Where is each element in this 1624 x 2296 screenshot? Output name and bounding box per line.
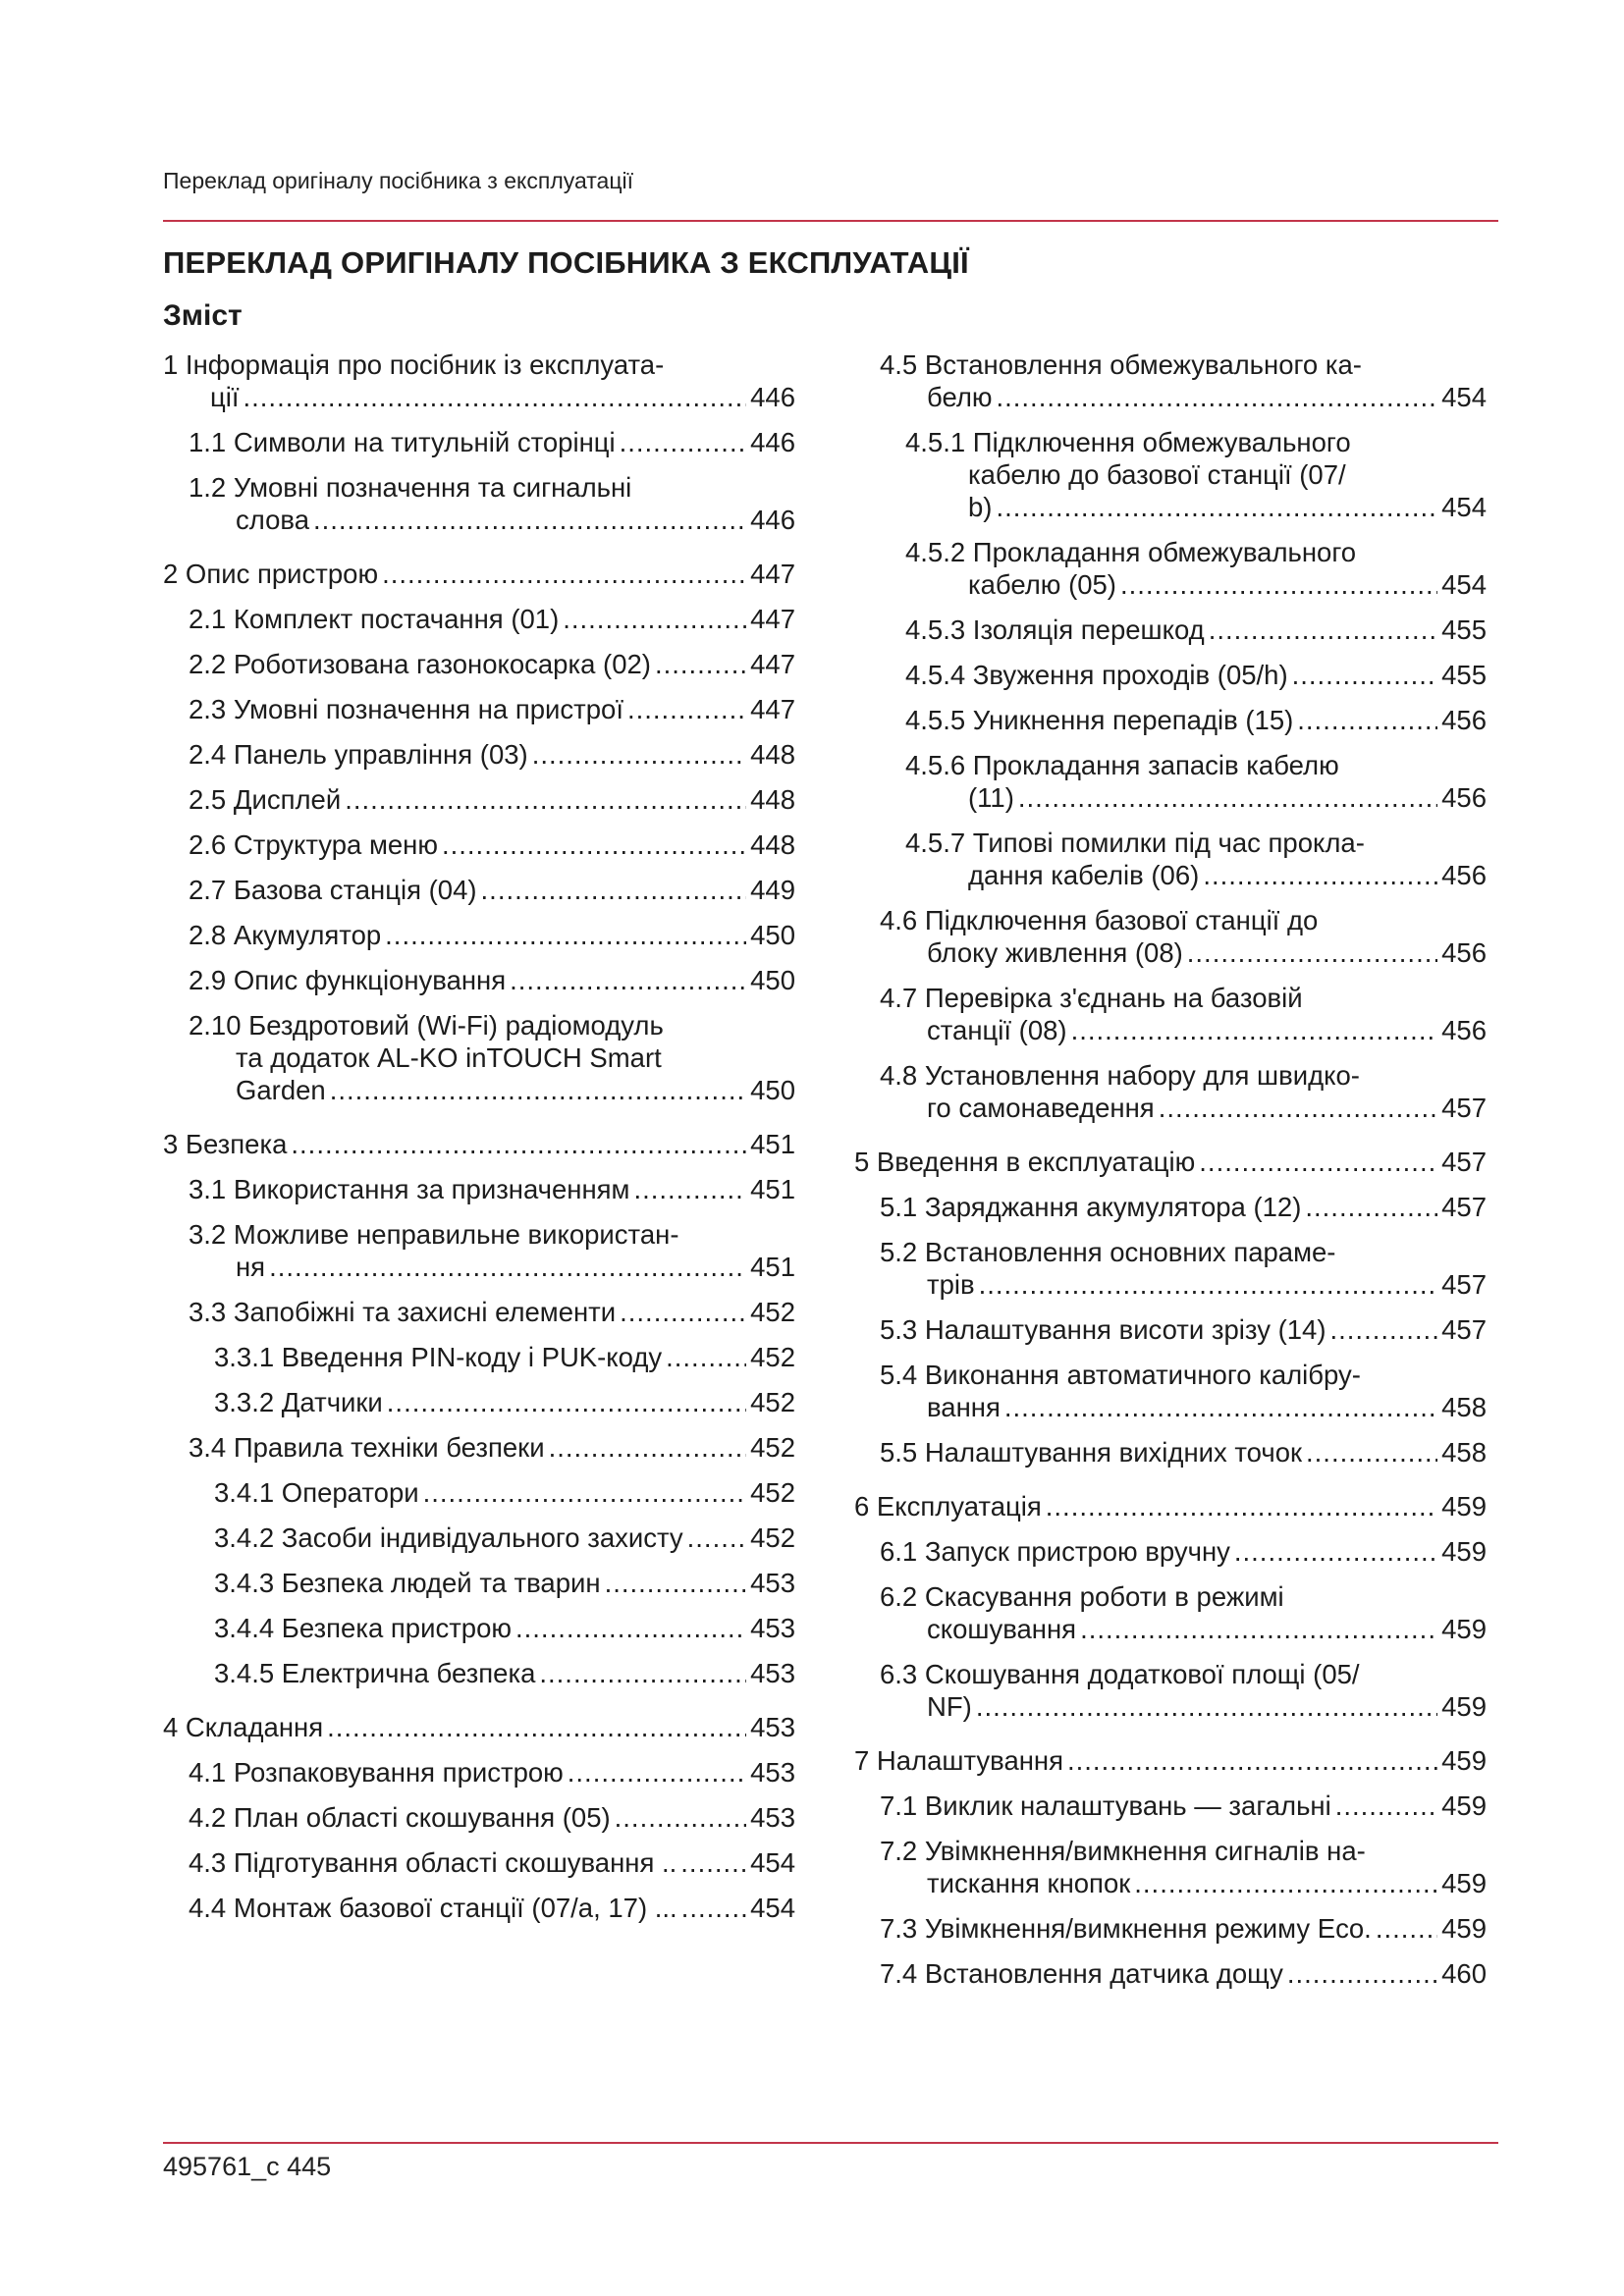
dot-leader (1120, 568, 1437, 601)
toc-page-number: 453 (750, 1757, 795, 1788)
dot-leader (313, 504, 746, 536)
toc-entry[interactable] (880, 1535, 1492, 1568)
toc-entry-title-cont: Garden (236, 1075, 326, 1105)
toc-entry-title-cont: кабелю до базової станції (07/ (968, 459, 1346, 490)
dot-leader (687, 1522, 746, 1554)
toc-entry[interactable] (880, 904, 1492, 969)
toc-entry[interactable] (189, 693, 801, 725)
toc-entry-title: 2.4 Панель управління (03) (189, 739, 528, 770)
toc-page-number: 448 (750, 739, 795, 770)
toc-entry-title-cont: тискання кнопок (927, 1868, 1131, 1898)
dot-leader (1203, 859, 1437, 891)
toc-page-number: 456 (1441, 782, 1487, 813)
footer-divider (163, 2142, 1498, 2144)
dot-leader (382, 558, 746, 590)
toc-left-column (163, 348, 801, 1937)
toc-entry-title-cont: вання (927, 1392, 1001, 1422)
toc-entry[interactable] (905, 426, 1492, 523)
toc-entry[interactable] (189, 1756, 801, 1789)
dot-leader (633, 1173, 746, 1205)
toc-entry-title: 4.6 Підключення базової станції до (880, 905, 1319, 935)
toc-entry[interactable] (189, 1846, 801, 1879)
toc-page-number: 459 (1441, 1913, 1487, 1944)
dot-leader (385, 919, 746, 951)
toc-entry-title: 5 Введення в експлуатацію (854, 1147, 1196, 1177)
toc-entry-title: 4.1 Розпаковування пристрою (189, 1757, 564, 1788)
dot-leader (387, 1386, 746, 1418)
dot-leader (291, 1128, 746, 1160)
toc-entry[interactable] (880, 1912, 1492, 1945)
toc-entry[interactable] (905, 614, 1492, 646)
toc-entry-title: 3.3 Запобіжні та захисні елементи (189, 1297, 617, 1327)
dot-leader (605, 1567, 747, 1599)
toc-page-number: 454 (1441, 382, 1487, 412)
toc-page-number: 460 (1441, 1958, 1487, 1989)
toc-page-number: 456 (1441, 860, 1487, 890)
dot-leader (1297, 704, 1437, 736)
toc-entry-title: 4.2 План області скошування (05) (189, 1802, 611, 1833)
toc-page-number: 457 (1441, 1269, 1487, 1300)
toc-entry[interactable] (214, 1476, 801, 1509)
toc-entry-title: 4.4 Монтаж базової станції (07/a, 17) ... (189, 1893, 677, 1923)
toc-entry-title-cont: го самонаведення (927, 1093, 1155, 1123)
toc-page-number: 459 (1441, 1614, 1487, 1644)
toc-page-number: 457 (1441, 1192, 1487, 1222)
toc-entry[interactable] (880, 1789, 1492, 1822)
dot-leader (627, 693, 746, 725)
toc-page-number: 450 (750, 965, 795, 995)
dot-leader (1018, 781, 1437, 814)
toc-entry-title-cont: та додаток AL-KO inTOUCH Smart (236, 1042, 662, 1073)
toc-entry-title: 4.8 Установлення набору для швидко- (880, 1060, 1360, 1091)
toc-page-number: 450 (750, 1075, 795, 1105)
toc-entry[interactable] (189, 874, 801, 906)
document-title: ПЕРЕКЛАД ОРИГІНАЛУ ПОСІБНИКА З ЕКСПЛУАТАЦІЇ (163, 245, 969, 280)
toc-heading: Зміст (163, 299, 243, 332)
toc-entry-title: 2.9 Опис функціонування (189, 965, 507, 995)
toc-page-number: 459 (1441, 1491, 1487, 1522)
dot-leader (615, 1801, 746, 1834)
toc-entry[interactable] (189, 783, 801, 816)
dot-leader (1134, 1867, 1437, 1899)
toc-entry[interactable] (905, 659, 1492, 691)
page-footer (163, 2152, 331, 2182)
toc-page-number: 453 (750, 1613, 795, 1643)
dot-leader (1209, 614, 1437, 646)
toc-page-number: 446 (750, 505, 795, 535)
toc-entry[interactable] (905, 536, 1492, 601)
toc-entry[interactable] (880, 1658, 1492, 1723)
dot-leader (680, 1846, 746, 1879)
toc-entry[interactable] (854, 1744, 1492, 1777)
toc-entry-title: 1.2 Умовні позначення та сигнальні (189, 472, 632, 503)
toc-entry-title: 4.3 Підготування області скошування .. (189, 1847, 677, 1878)
toc-page-number: 452 (750, 1387, 795, 1417)
toc-page-number: 451 (750, 1174, 795, 1204)
toc-entry-title: 4.5 Встановлення обмежувального ка- (880, 349, 1362, 380)
toc-entry-title: 7.4 Встановлення датчика дощу (880, 1958, 1283, 1989)
toc-entry-title: 7.2 Увімкнення/вимкнення сигналів на- (880, 1836, 1366, 1866)
toc-entry[interactable] (214, 1567, 801, 1599)
toc-entry[interactable] (880, 1313, 1492, 1346)
dot-leader (244, 381, 747, 413)
toc-page-number: 446 (750, 427, 795, 457)
toc-entry[interactable] (854, 1490, 1492, 1522)
toc-entry-title-cont: дання кабелів (06) (968, 860, 1200, 890)
toc-entry-title-cont: слова (236, 505, 309, 535)
toc-entry-title: 4.5.7 Типові помилки під час прокла- (905, 828, 1365, 858)
toc-entry[interactable] (880, 1191, 1492, 1223)
dot-leader (269, 1251, 746, 1283)
dot-leader (996, 491, 1437, 523)
dot-leader (481, 874, 747, 906)
toc-entry-title-cont: ції (210, 382, 240, 412)
toc-entry[interactable] (189, 1296, 801, 1328)
toc-page-number: 453 (750, 1658, 795, 1688)
toc-entry-title: 7.3 Увімкнення/вимкнення режиму Eco. (880, 1913, 1372, 1944)
toc-entry[interactable] (905, 704, 1492, 736)
toc-entry[interactable] (905, 827, 1492, 891)
toc-entry-title: 2.10 Бездротовий (Wi-Fi) радіомодуль (189, 1010, 664, 1041)
dot-leader (1159, 1092, 1437, 1124)
toc-entry-title: 4.5.1 Підключення обмежувального (905, 427, 1351, 457)
running-header: Переклад оригіналу посібника з експлуатації (163, 168, 634, 193)
doc-code: 495761_c (163, 2152, 280, 2181)
toc-entry-title: 2 Опис пристрою (163, 559, 379, 589)
dot-leader (1071, 1014, 1438, 1046)
toc-entry[interactable] (189, 828, 801, 861)
toc-page-number: 452 (750, 1342, 795, 1372)
dot-leader (997, 381, 1438, 413)
toc-entry[interactable] (189, 738, 801, 771)
dot-leader (655, 648, 746, 680)
dot-leader (515, 1612, 746, 1644)
toc-entry[interactable] (854, 1146, 1492, 1178)
toc-entry-title: 4.7 Перевірка з'єднань на базовій (880, 983, 1303, 1013)
dot-leader (1376, 1912, 1437, 1945)
toc-entry-title: 3.4 Правила техніки безпеки (189, 1432, 545, 1463)
toc-page-number: 457 (1441, 1314, 1487, 1345)
toc-entry[interactable] (189, 426, 801, 458)
toc-page-number: 455 (1441, 660, 1487, 690)
toc-entry[interactable] (880, 1835, 1492, 1899)
toc-entry-title-cont: станції (08) (927, 1015, 1067, 1045)
toc-page-number: 447 (750, 559, 795, 589)
dot-leader (666, 1341, 746, 1373)
toc-entry-title: 4.5.4 Звуження проходів (05/h) (905, 660, 1288, 690)
toc-entry-title: 4.5.3 Ізоляція перешкод (905, 614, 1205, 645)
toc-entry-title: 1.1 Символи на титульній сторінці (189, 427, 616, 457)
toc-entry-title: 4.5.2 Прокладання обмежувального (905, 537, 1357, 567)
toc-entry-title: 6.1 Запуск пристрою вручну (880, 1536, 1230, 1567)
dot-leader (1004, 1391, 1437, 1423)
dot-leader (1292, 659, 1437, 691)
toc-page-number: 451 (750, 1252, 795, 1282)
toc-entry-title: 2.1 Комплект постачання (01) (189, 604, 560, 634)
toc-entry[interactable] (189, 1218, 801, 1283)
dot-leader (1234, 1535, 1437, 1568)
toc-page-number: 454 (750, 1847, 795, 1878)
toc-entry[interactable] (880, 1236, 1492, 1301)
dot-leader (539, 1657, 746, 1689)
dot-leader (976, 1690, 1437, 1723)
toc-entry-title-cont: белю (927, 382, 993, 412)
toc-entry-title-cont: ня (236, 1252, 266, 1282)
header-divider (163, 220, 1498, 222)
dot-leader (442, 828, 746, 861)
toc-entry-title-cont: кабелю (05) (968, 569, 1116, 600)
toc-entry-title: 2.7 Базова станція (04) (189, 875, 477, 905)
toc-entry[interactable] (189, 1009, 801, 1106)
toc-page-number: 448 (750, 829, 795, 860)
toc-page-number: 454 (1441, 569, 1487, 600)
toc-entry-title: 5.3 Налаштування висоти зрізу (14) (880, 1314, 1326, 1345)
dot-leader (345, 783, 746, 816)
toc-page-number: 447 (750, 604, 795, 634)
toc-page-number: 453 (750, 1568, 795, 1598)
toc-page-number: 459 (1441, 1691, 1487, 1722)
toc-entry-title: 3.4.4 Безпека пристрою (214, 1613, 513, 1643)
toc-entry[interactable] (163, 558, 801, 590)
toc-entry[interactable] (880, 1580, 1492, 1645)
dot-leader (1335, 1789, 1437, 1822)
toc-page-number: 453 (750, 1712, 795, 1742)
toc-page-number: 451 (750, 1129, 795, 1159)
toc-entry-title-cont: трів (927, 1269, 975, 1300)
toc-page-number: 456 (1441, 1015, 1487, 1045)
toc-entry-title: 3.3.1 Введення PIN-коду і PUK-коду (214, 1342, 663, 1372)
toc-entry-title-cont: (11) (968, 782, 1014, 813)
toc-entry-title: 2.6 Структура меню (189, 829, 438, 860)
dot-leader (568, 1756, 746, 1789)
toc-entry[interactable] (880, 1436, 1492, 1468)
toc-entry-title: 6 Експлуатація (854, 1491, 1042, 1522)
toc-entry[interactable] (189, 964, 801, 996)
toc-entry-title: 2.8 Акумулятор (189, 920, 382, 950)
dot-leader (620, 426, 746, 458)
toc-entry-title-cont: блоку живлення (08) (927, 937, 1183, 968)
page-number: 445 (287, 2152, 332, 2181)
toc-page-number: 453 (750, 1802, 795, 1833)
dot-leader (1187, 936, 1437, 969)
dot-leader (327, 1711, 746, 1743)
dot-leader (1306, 1436, 1437, 1468)
toc-entry-title: 2.3 Умовні позначення на пристрої (189, 694, 623, 724)
toc-entry[interactable] (189, 919, 801, 951)
toc-page-number: 458 (1441, 1392, 1487, 1422)
toc-page-number: 452 (750, 1522, 795, 1553)
dot-leader (330, 1074, 746, 1106)
toc-entry[interactable] (189, 603, 801, 635)
toc-entry[interactable] (189, 471, 801, 536)
toc-entry-title: 7 Налаштування (854, 1745, 1064, 1776)
toc-entry-title: 6.2 Скасування роботи в режимі (880, 1581, 1284, 1612)
toc-entry-title: 3.4.3 Безпека людей та тварин (214, 1568, 601, 1598)
toc-page-number: 447 (750, 649, 795, 679)
toc-entry-title-cont: скошування (927, 1614, 1077, 1644)
toc-entry-title: 5.5 Налаштування вихідних точок (880, 1437, 1303, 1468)
toc-page-number: 452 (750, 1297, 795, 1327)
toc-page-number: 454 (1441, 492, 1487, 522)
dot-leader (620, 1296, 746, 1328)
toc-entry-title: 5.1 Заряджання акумулятора (12) (880, 1192, 1302, 1222)
toc-entry-title: 3.2 Можливе неправильне використан- (189, 1219, 679, 1250)
dot-leader (1330, 1313, 1438, 1346)
toc-entry-title: 3.4.1 Оператори (214, 1477, 419, 1508)
toc-page-number: 450 (750, 920, 795, 950)
dot-leader (1080, 1613, 1437, 1645)
toc-entry-title: 7.1 Виклик налаштувань — загальні (880, 1790, 1331, 1821)
toc-entry-title: 3.3.2 Датчики (214, 1387, 383, 1417)
toc-page-number: 449 (750, 875, 795, 905)
dot-leader (1067, 1744, 1437, 1777)
toc-entry-title: 2.5 Дисплей (189, 784, 342, 815)
toc-entry-title: 5.2 Встановлення основних параме- (880, 1237, 1336, 1267)
toc-page-number: 452 (750, 1432, 795, 1463)
toc-page-number: 455 (1441, 614, 1487, 645)
dot-leader (979, 1268, 1438, 1301)
dot-leader (1046, 1490, 1437, 1522)
toc-page-number: 454 (750, 1893, 795, 1923)
toc-page-number: 447 (750, 694, 795, 724)
toc-entry[interactable] (905, 749, 1492, 814)
toc-page-number: 459 (1441, 1536, 1487, 1567)
toc-page-number: 452 (750, 1477, 795, 1508)
toc-entry[interactable] (214, 1522, 801, 1554)
toc-page-number: 457 (1441, 1093, 1487, 1123)
toc-entry[interactable] (880, 1359, 1492, 1423)
toc-entry[interactable] (880, 348, 1492, 413)
toc-entry[interactable] (880, 1059, 1492, 1124)
toc-page-number: 458 (1441, 1437, 1487, 1468)
toc-entry-title: 2.2 Роботизована газонокосарка (02) (189, 649, 651, 679)
toc-page-number: 456 (1441, 937, 1487, 968)
toc-entry[interactable] (214, 1657, 801, 1689)
toc-page-number: 459 (1441, 1790, 1487, 1821)
toc-entry-title: 4.5.6 Прокладання запасів кабелю (905, 750, 1339, 780)
toc-entry[interactable] (189, 1801, 801, 1834)
toc-entry[interactable] (163, 1128, 801, 1160)
dot-leader (510, 964, 746, 996)
toc-page-number: 446 (750, 382, 795, 412)
toc-entry-title-cont: NF) (927, 1691, 972, 1722)
toc-entry-title: 4 Складання (163, 1712, 324, 1742)
dot-leader (563, 603, 746, 635)
dot-leader (1199, 1146, 1437, 1178)
toc-entry-title-cont: b) (968, 492, 993, 522)
toc-entry[interactable] (214, 1386, 801, 1418)
toc-entry[interactable] (880, 982, 1492, 1046)
toc-page-number: 457 (1441, 1147, 1487, 1177)
toc-entry-title: 6.3 Скошування додаткової площі (05/ (880, 1659, 1360, 1689)
toc-page-number: 456 (1441, 705, 1487, 735)
toc-entry-title: 5.4 Виконання автоматичного калібру- (880, 1360, 1361, 1390)
toc-entry[interactable] (880, 1957, 1492, 1990)
toc-right-column (854, 348, 1492, 2002)
dot-leader (532, 738, 746, 771)
toc-entry-title: 1 Інформація про посібник із експлуата- (163, 349, 665, 380)
toc-page-number: 459 (1441, 1745, 1487, 1776)
toc-entry[interactable] (214, 1341, 801, 1373)
toc-entry[interactable] (214, 1612, 801, 1644)
toc-entry-title: 3.4.5 Електрична безпека (214, 1658, 536, 1688)
toc-entry-title: 3 Безпека (163, 1129, 288, 1159)
dot-leader (549, 1431, 747, 1464)
toc-entry[interactable] (163, 1711, 801, 1743)
toc-entry[interactable] (189, 1173, 801, 1205)
toc-entry[interactable] (163, 348, 801, 413)
dot-leader (1287, 1957, 1437, 1990)
toc-entry[interactable] (189, 648, 801, 680)
toc-page-number: 459 (1441, 1868, 1487, 1898)
toc-entry-title: 3.1 Використання за призначенням (189, 1174, 630, 1204)
toc-entry-title: 3.4.2 Засоби індивідуального захисту (214, 1522, 683, 1553)
toc-entry[interactable] (189, 1431, 801, 1464)
dot-leader (423, 1476, 747, 1509)
dot-leader (1305, 1191, 1437, 1223)
toc-entry-title: 4.5.5 Уникнення перепадів (15) (905, 705, 1294, 735)
dot-leader (681, 1892, 746, 1924)
toc-page-number: 448 (750, 784, 795, 815)
toc-entry[interactable] (189, 1892, 801, 1924)
